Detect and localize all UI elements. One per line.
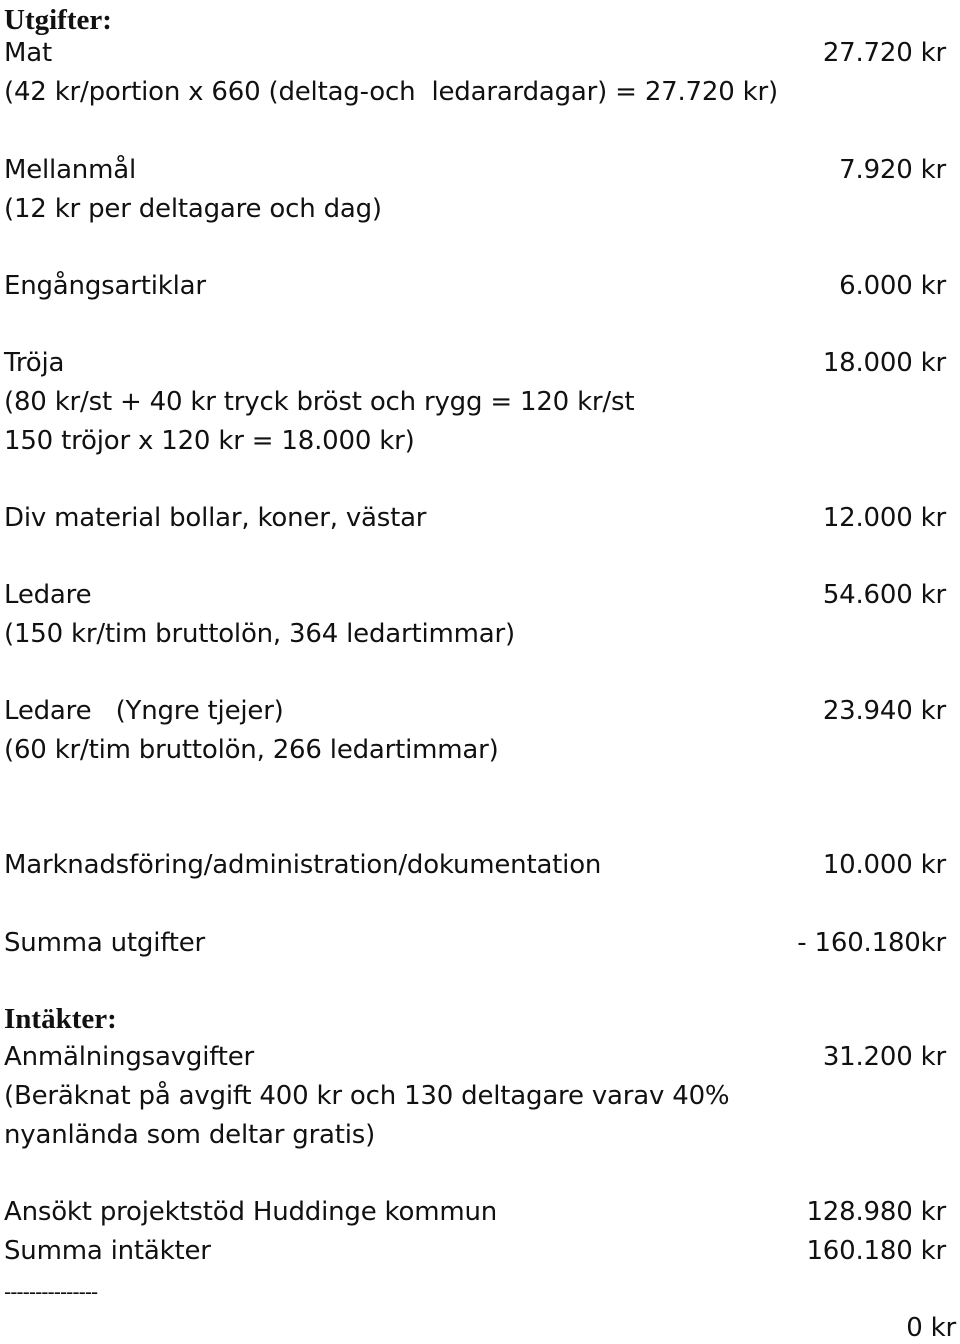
income-heading: Intäkter: bbox=[4, 1003, 117, 1035]
expense-detail-mat: (42 kr/portion x 660 (deltag-och ledarardagar) = 27.720 kr) bbox=[4, 77, 778, 107]
income-detail-anmalningsavgifter-2: nyanlända som deltar gratis) bbox=[4, 1120, 376, 1150]
result-amount: 0 kr bbox=[906, 1313, 956, 1343]
income-total-amount: 160.180 kr bbox=[806, 1236, 946, 1266]
expense-label-ledare-yngre: Ledare (Yngre tjejer) bbox=[4, 696, 284, 726]
expense-amount-ledare: 54.600 kr bbox=[822, 580, 946, 610]
expense-amount-troja: 18.000 kr bbox=[822, 348, 946, 378]
expense-amount-mellanmal: 7.920 kr bbox=[839, 155, 946, 185]
income-total-label: Summa intäkter bbox=[4, 1236, 211, 1266]
expense-amount-material: 12.000 kr bbox=[822, 503, 946, 533]
expenses-heading: Utgifter: bbox=[4, 4, 112, 36]
expense-amount-mat: 27.720 kr bbox=[822, 38, 946, 68]
income-amount-projektstod: 128.980 kr bbox=[806, 1197, 946, 1227]
expense-detail-ledare: (150 kr/tim bruttolön, 364 ledartimmar) bbox=[4, 619, 515, 649]
expenses-total-amount: - 160.180kr bbox=[797, 928, 946, 958]
expense-label-ledare: Ledare bbox=[4, 580, 92, 610]
income-label-projektstod: Ansökt projektstöd Huddinge kommun bbox=[4, 1197, 498, 1227]
expense-label-marknadsforing: Marknadsföring/administration/dokumentation bbox=[4, 850, 602, 880]
expense-label-mellanmal: Mellanmål bbox=[4, 155, 136, 185]
expense-label-mat: Mat bbox=[4, 38, 52, 68]
expense-label-material: Div material bollar, koner, västar bbox=[4, 503, 427, 533]
expense-amount-ledare-yngre: 23.940 kr bbox=[822, 696, 946, 726]
expense-label-engangsartiklar: Engångsartiklar bbox=[4, 271, 206, 301]
income-label-anmalningsavgifter: Anmälningsavgifter bbox=[4, 1042, 255, 1072]
separator-line: --------------- bbox=[4, 1280, 98, 1304]
expense-label-troja: Tröja bbox=[4, 348, 65, 378]
income-detail-anmalningsavgifter-1: (Beräknat på avgift 400 kr och 130 deltagare varav 40% bbox=[4, 1081, 730, 1111]
expense-detail-troja-1: (80 kr/st + 40 kr tryck bröst och rygg = 120 kr/st bbox=[4, 387, 635, 417]
expense-amount-marknadsforing: 10.000 kr bbox=[822, 850, 946, 880]
expense-detail-troja-2: 150 tröjor x 120 kr = 18.000 kr) bbox=[4, 426, 415, 456]
expense-detail-ledare-yngre: (60 kr/tim bruttolön, 266 ledartimmar) bbox=[4, 735, 499, 765]
expenses-total-label: Summa utgifter bbox=[4, 928, 206, 958]
income-amount-anmalningsavgifter: 31.200 kr bbox=[822, 1042, 946, 1072]
expense-amount-engangsartiklar: 6.000 kr bbox=[839, 271, 946, 301]
expense-detail-mellanmal: (12 kr per deltagare och dag) bbox=[4, 194, 382, 224]
